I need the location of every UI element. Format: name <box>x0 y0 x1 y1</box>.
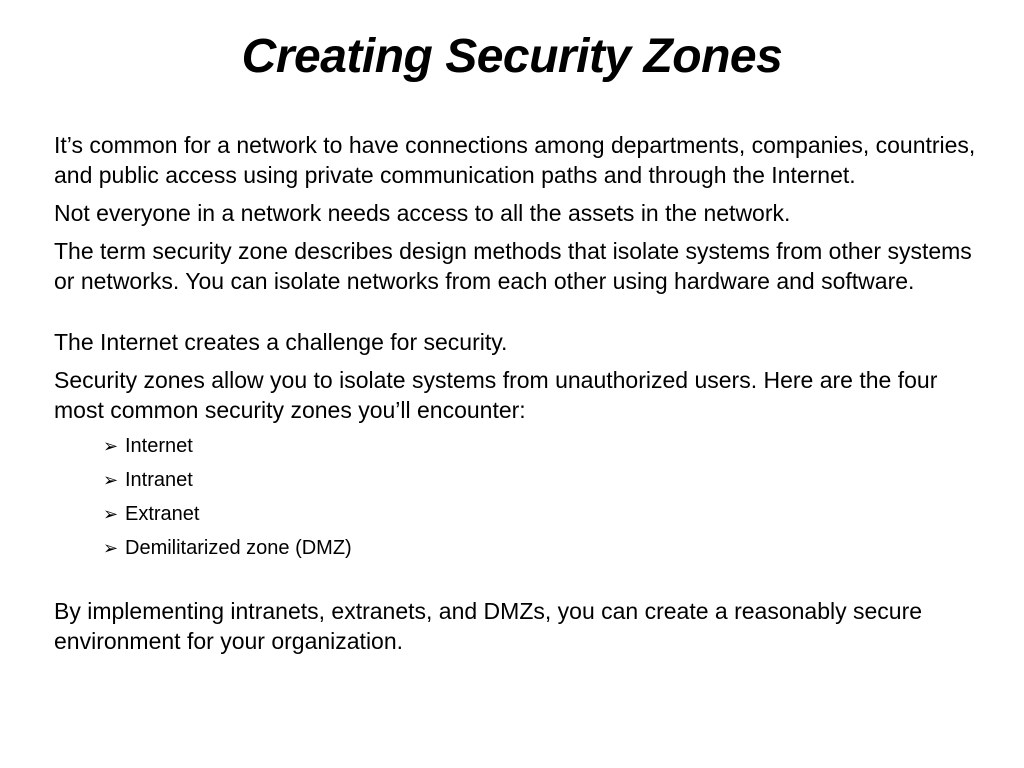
arrowhead-bullet-icon: ➢ <box>103 538 119 558</box>
zone-label: Extranet <box>125 503 200 525</box>
list-item-intranet <box>103 463 984 497</box>
paragraph-internet-challenge: The Internet creates a challenge for security. <box>54 329 508 355</box>
slide-body <box>54 130 984 664</box>
zone-label: Intranet <box>125 469 193 491</box>
arrowhead-bullet-icon: ➢ <box>103 436 119 456</box>
arrowhead-bullet-icon: ➢ <box>103 504 119 524</box>
paragraph-security-zone-definition: The term security zone describes design methods that isolate systems from other systems or networks. You can isolate networks from each other using hardware and software. <box>54 238 972 294</box>
paragraph-asset-access: Not everyone in a network needs access to all the assets in the network. <box>54 200 791 226</box>
list-item-extranet <box>103 497 984 531</box>
arrowhead-bullet-icon: ➢ <box>103 470 119 490</box>
slide-title: Creating Security Zones <box>241 30 783 83</box>
paragraph-security-zones-intro: Security zones allow you to isolate systems from unauthorized users. Here are the four most common security zones you’ll encounter: <box>54 367 938 423</box>
security-zones-list <box>54 429 984 565</box>
zone-label: Internet <box>125 435 193 457</box>
zone-label: Demilitarized zone (DMZ) <box>125 537 352 559</box>
list-item-dmz <box>103 531 984 565</box>
list-item-internet <box>103 429 984 463</box>
paragraph-closing: By implementing intranets, extranets, and DMZs, you can create a reasonably secure environment for your organization. <box>54 598 923 654</box>
paragraph-network-connections: It’s common for a network to have connections among departments, companies, countries, and public access using private communication paths and through the Internet. <box>54 132 976 188</box>
